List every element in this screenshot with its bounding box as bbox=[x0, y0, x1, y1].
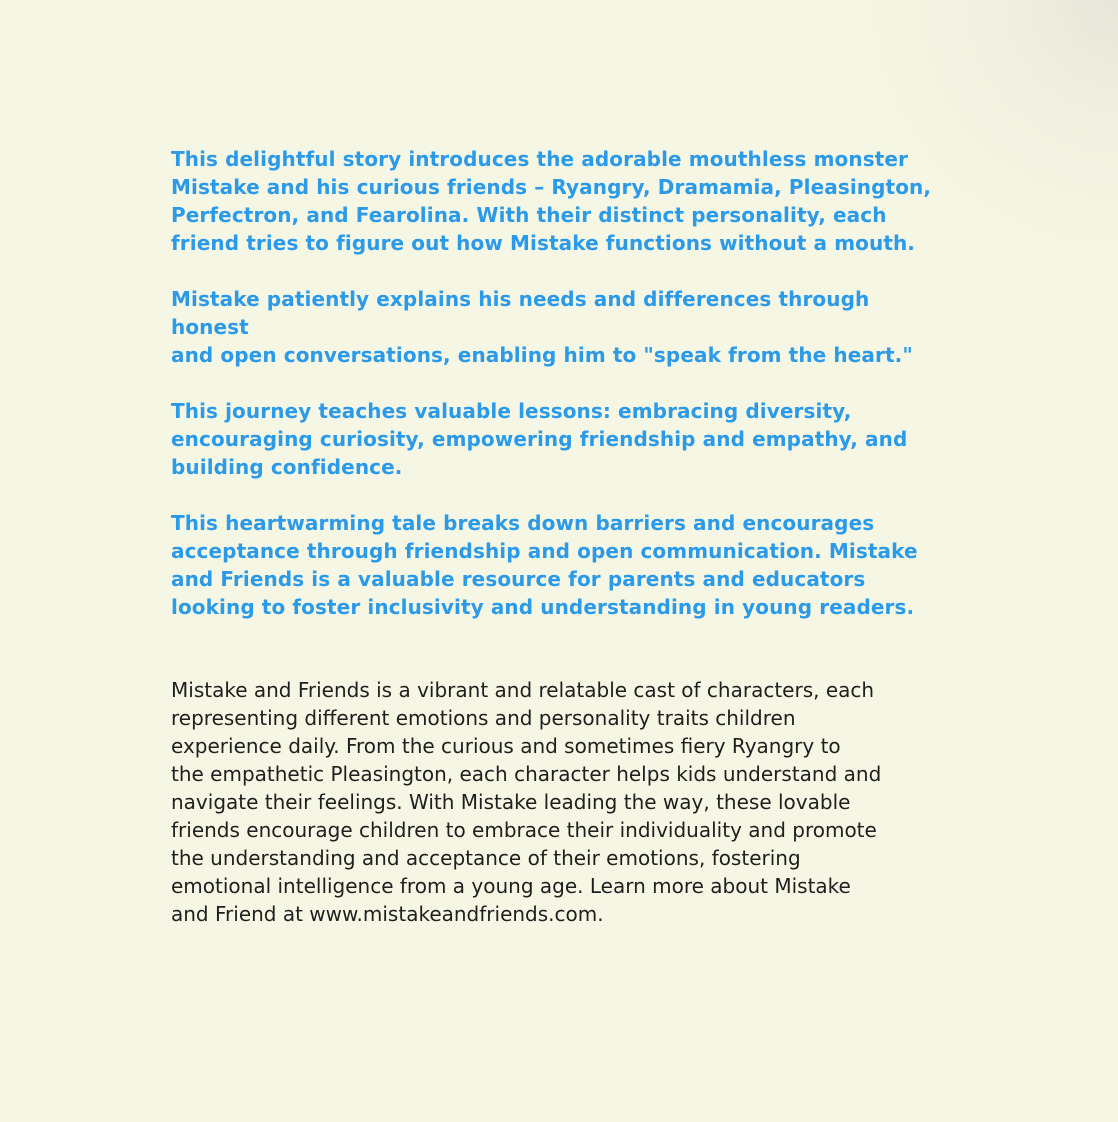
synopsis-paragraph-4: This heartwarming tale breaks down barriers and encourages acceptance through friendship and open communication. Mistake and Friends is a valuable resource for parents and educators looking to foster inclusivity and understanding in young readers. bbox=[171, 511, 918, 619]
about-block bbox=[171, 648, 941, 956]
about-paragraph: Mistake and Friends is a vibrant and relatable cast of characters, each representing different emotions and personality traits children experience daily. From the curious and sometimes fiery Ryangry to the empathetic Pleasington, each character helps kids understand and navigate their feelings. With Mistake leading the way, these lovable friends encourage children to embrace their individuality and promote the understanding and acceptance of their emotions, fostering emotional intelligence from a young age. Learn more about Mistake and Friend at www.mistakeandfriends.com. bbox=[171, 678, 882, 926]
synopsis-paragraph-2: Mistake patiently explains his needs and differences through honest and open conversations, enabling him to "speak from the heart." bbox=[171, 287, 913, 367]
synopsis-paragraph-3: This journey teaches valuable lessons: embracing diversity, encouraging curiosity, empowering friendship and empathy, and building confidence. bbox=[171, 399, 908, 479]
synopsis-block bbox=[171, 145, 941, 649]
synopsis-paragraph-1: This delightful story introduces the adorable mouthless monster Mistake and his curious friends – Ryangry, Dramamia, Pleasington, Perfectron, and Fearolina. With their distinct personality, each friend tries to figure out how Mistake functions without a mouth. bbox=[171, 147, 932, 255]
